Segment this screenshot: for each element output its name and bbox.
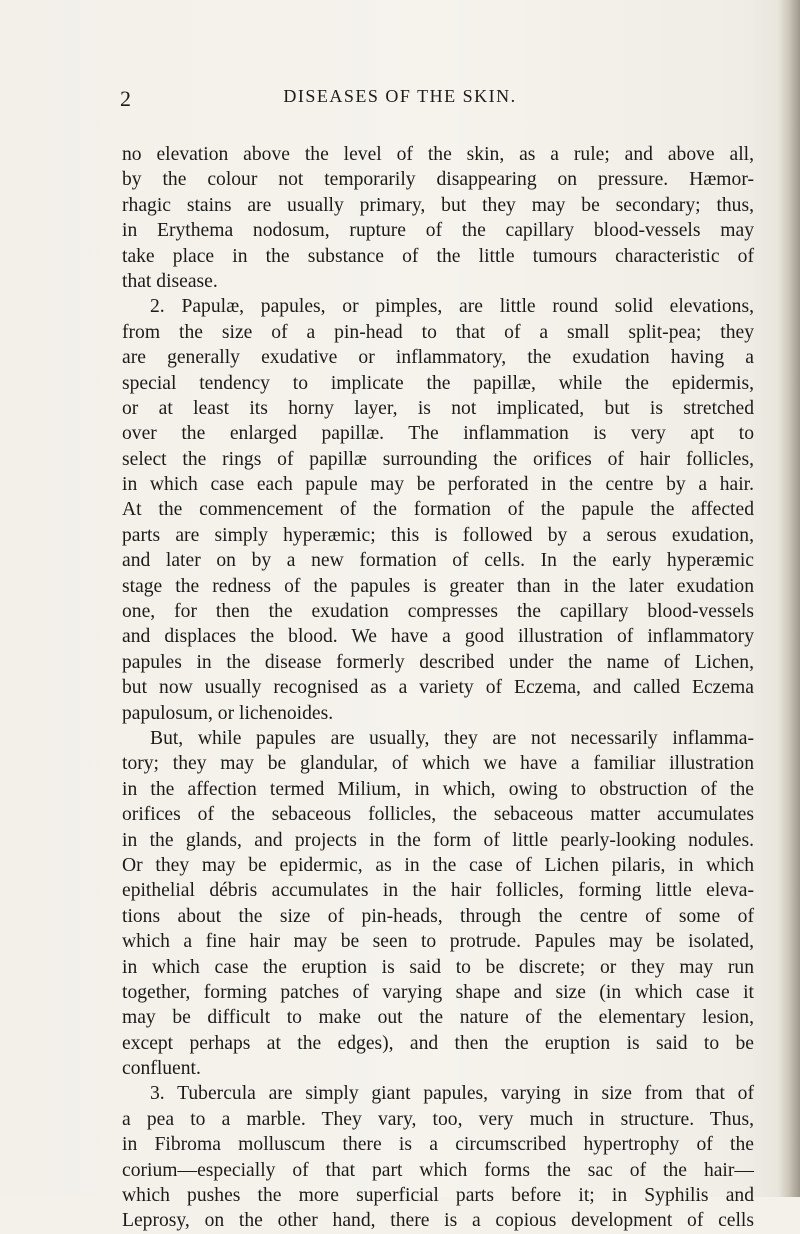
text-line: from the size of a pin-head to that of a small split-pea; they: [122, 321, 754, 343]
text-line: are generally exudative or inflammatory, the exudation having a: [122, 347, 754, 369]
page-number: 2: [120, 86, 131, 111]
page-binding-edge: [778, 0, 800, 1197]
text-line: in Erythema nodosum, rupture of the capillary blood-vessels may: [122, 220, 754, 242]
text-line: papules in the disease formerly described under the name of Lichen,: [122, 651, 754, 673]
text-line: papulosum, or lichenoides.: [122, 702, 334, 724]
text-line: corium—especially of that part which forms the sac of the hair—: [122, 1159, 754, 1181]
text-line: except perhaps at the edges), and then the eruption is said to be: [122, 1032, 754, 1054]
text-line: in the glands, and projects in the form of little pearly-looking nodules.: [122, 829, 754, 851]
text-line: tory; they may be glandular, of which we have a familiar illustration: [122, 753, 754, 775]
text-line: Or they may be epidermic, as in the case of Lichen pilaris, in which: [122, 854, 754, 876]
text-line: which pushes the more superficial parts before it; in Syphilis and: [122, 1185, 754, 1207]
text-line: orifices of the sebaceous follicles, the sebaceous matter accumulates: [122, 804, 754, 826]
text-line: and later on by a new formation of cells. In the early hyperæmic: [122, 550, 754, 572]
text-line: in Fibroma molluscum there is a circumscribed hypertrophy of the: [122, 1134, 754, 1156]
text-line: take place in the substance of the little tumours characteristic of: [122, 245, 754, 267]
text-line: confluent.: [122, 1058, 201, 1080]
body-text: [122, 142, 754, 1234]
text-line: epithelial débris accumulates in the hair follicles, forming little eleva-: [122, 880, 754, 902]
text-line: which a fine hair may be seen to protrude. Papules may be isolated,: [122, 931, 754, 953]
text-line: by the colour not temporarily disappearing on pressure. Hæmor-: [122, 169, 754, 191]
text-line: and displaces the blood. We have a good illustration of inflammatory: [122, 626, 754, 648]
text-line: 3. Tubercula are simply giant papules, varying in size from that of: [150, 1083, 754, 1105]
text-line: in which case the eruption is said to be discrete; or they may run: [122, 956, 754, 978]
text-line: or at least its horny layer, is not implicated, but is stretched: [122, 397, 754, 419]
text-line: special tendency to implicate the papillæ, while the epidermis,: [122, 372, 754, 394]
text-line: tions about the size of pin-heads, through the centre of some of: [122, 905, 754, 927]
text-line: together, forming patches of varying shape and size (in which case it: [122, 981, 754, 1003]
text-line: At the commencement of the formation of the papule the affected: [122, 499, 754, 521]
text-line: But, while papules are usually, they are not necessarily inflamma-: [150, 727, 754, 749]
text-line: that disease.: [122, 270, 218, 292]
text-line: no elevation above the level of the skin, as a rule; and above all,: [122, 144, 754, 165]
text-line: in the affection termed Milium, in which, owing to obstruction of the: [122, 778, 754, 800]
text-line: Leprosy, on the other hand, there is a copious development of cells: [122, 1210, 754, 1232]
running-title: DISEASES OF THE SKIN.: [283, 86, 517, 106]
text-line: stage the redness of the papules is greater than in the later exudation: [122, 575, 754, 597]
text-line: may be difficult to make out the nature of the elementary lesion,: [122, 1007, 754, 1029]
text-line: parts are simply hyperæmic; this is followed by a serous exudation,: [122, 524, 754, 546]
text-line: in which case each papule may be perforated in the centre by a hair.: [122, 474, 754, 496]
text-line: rhagic stains are usually primary, but they may be secondary; thus,: [122, 194, 754, 216]
text-line: select the rings of papillæ surrounding the orifices of hair follicles,: [122, 448, 754, 470]
text-line: 2. Papulæ, papules, or pimples, are little round solid elevations,: [150, 296, 754, 318]
text-line: over the enlarged papillæ. The inflammation is very apt to: [122, 423, 754, 445]
text-line: but now usually recognised as a variety of Eczema, and called Eczema: [122, 677, 754, 699]
text-line: one, for then the exudation compresses the capillary blood-vessels: [122, 601, 754, 623]
text-line: a pea to a marble. They vary, too, very much in structure. Thus,: [122, 1108, 754, 1130]
